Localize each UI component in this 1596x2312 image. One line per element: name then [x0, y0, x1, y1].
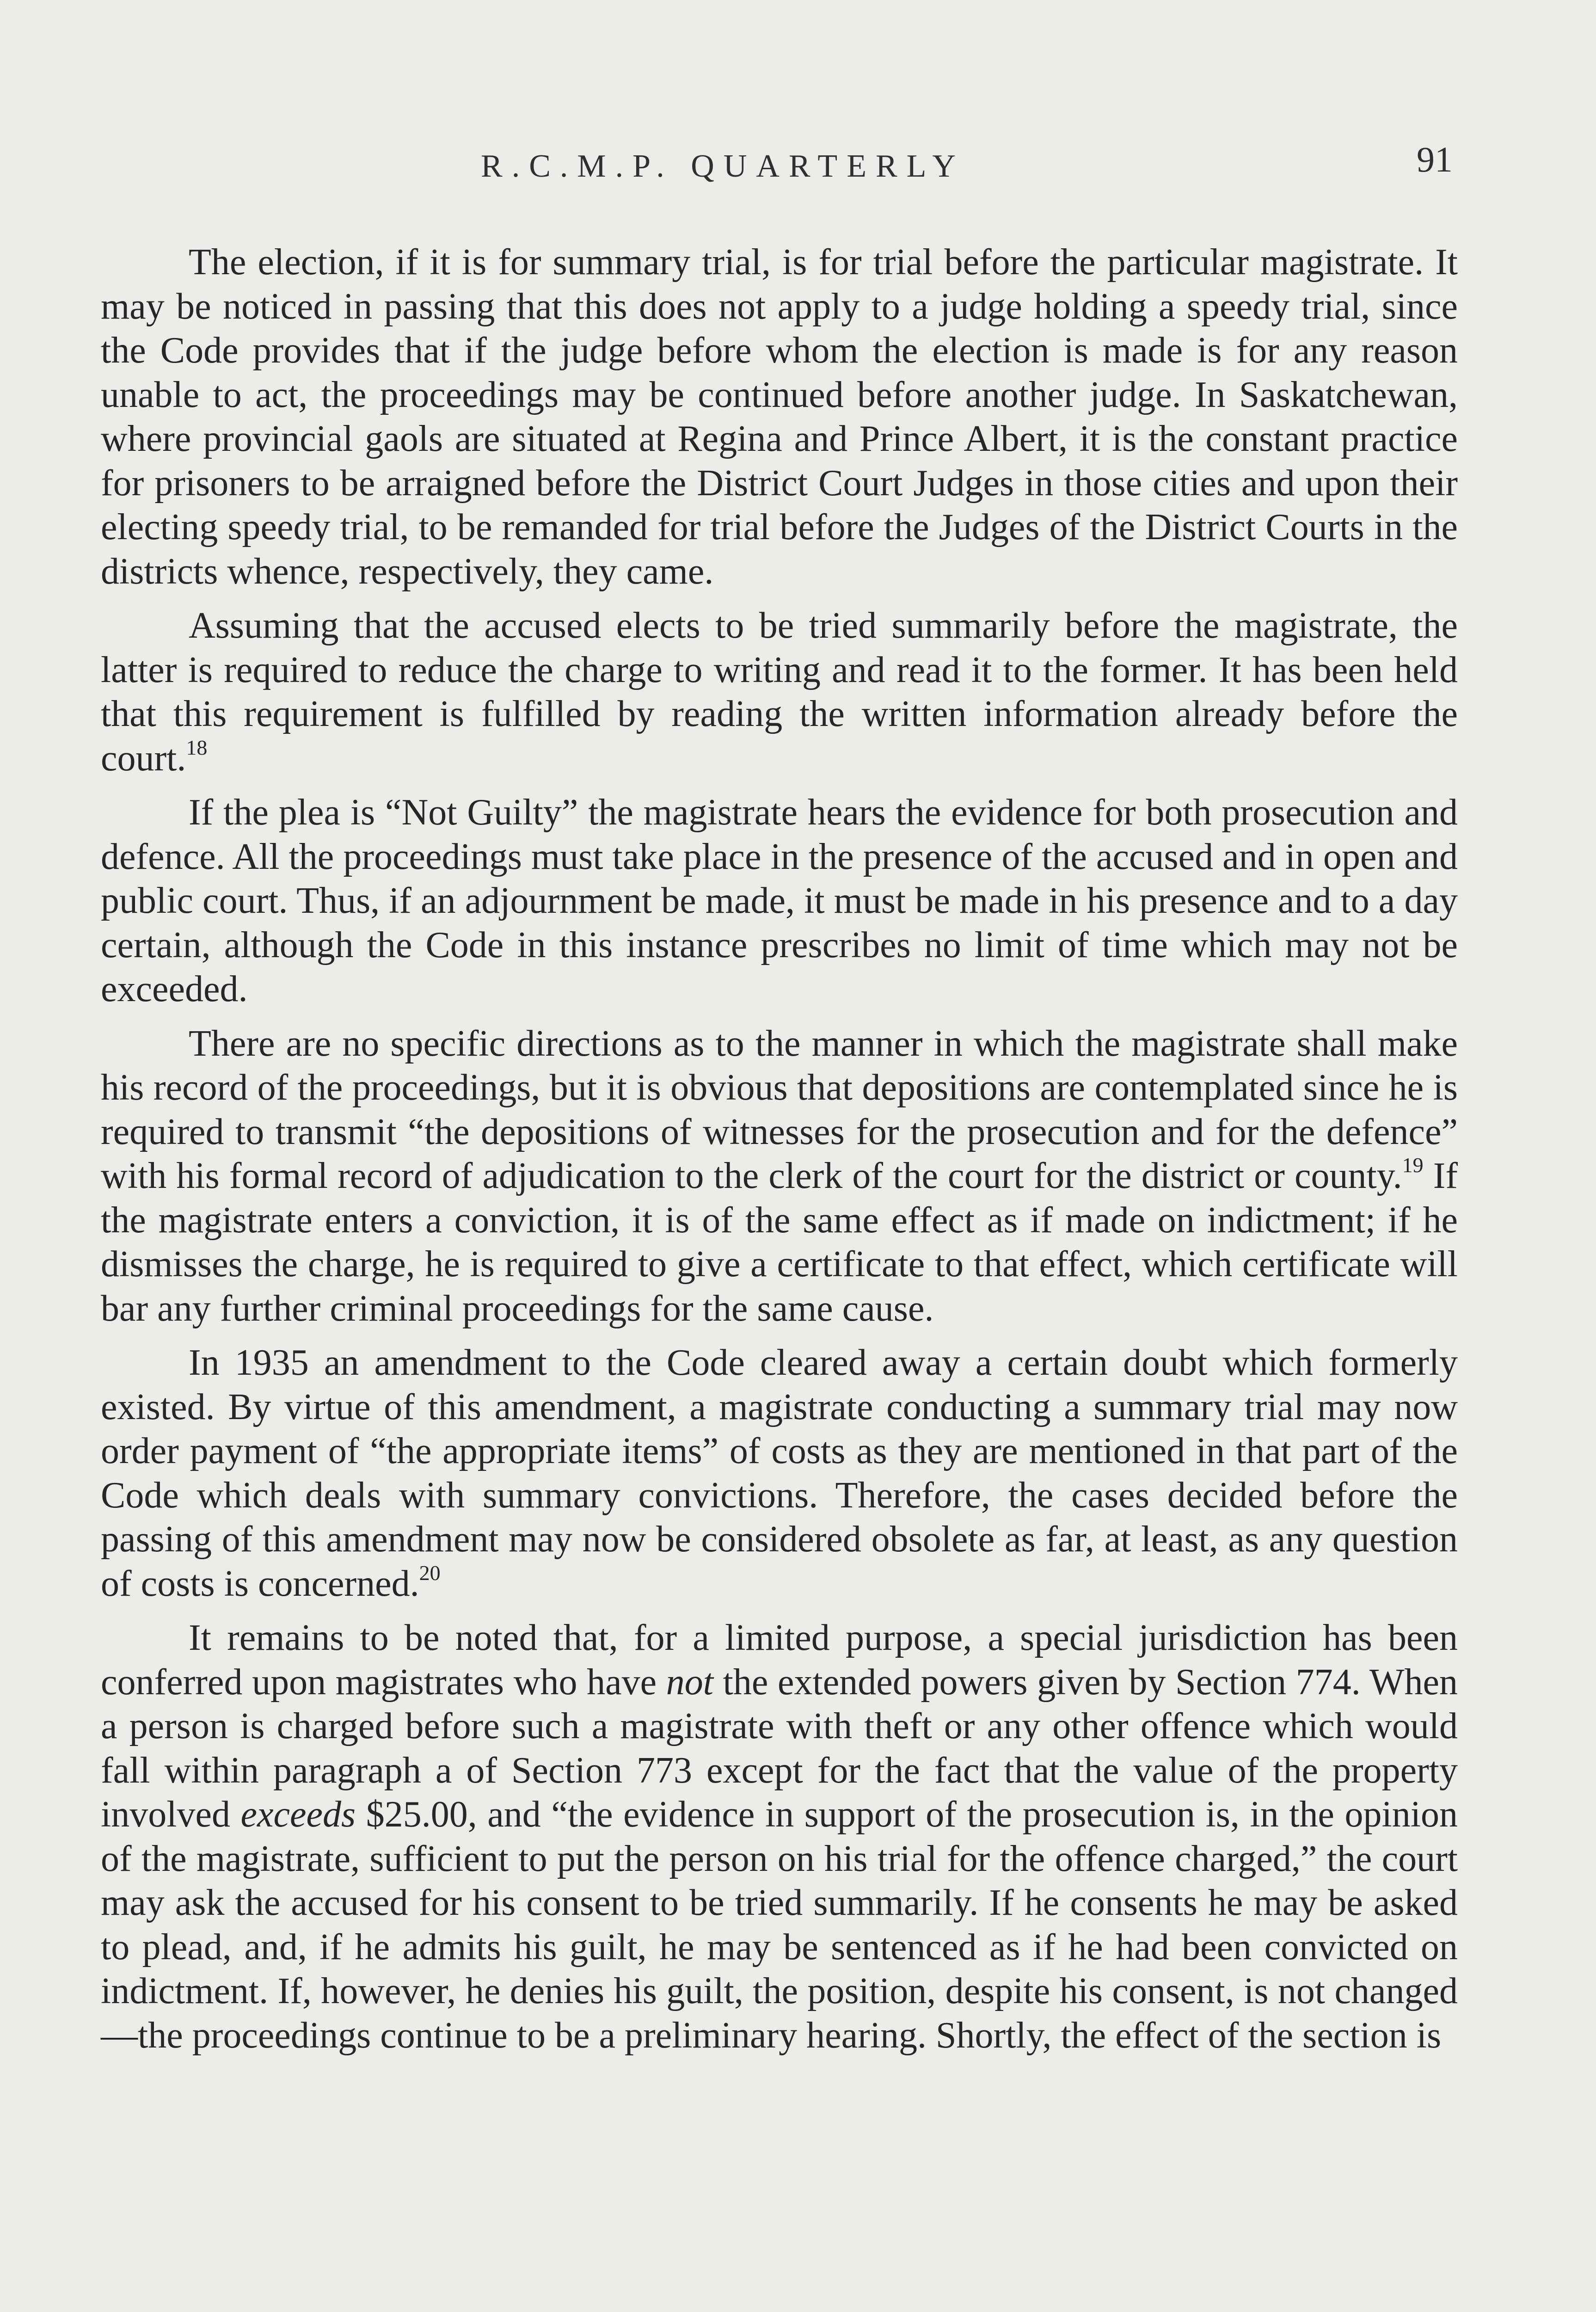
emphasis: exceeds	[240, 1794, 356, 1835]
paragraph-text: The election, if it is for summary trial, is for trial before the particular magistrate. It may be noticed in passing that this does not apply to a judge holding a speedy trial, since the Code provides that if the judge before whom the election is made is for any reason unable to act, the proceedings may be continued before another judge. In Saskatchewan, where provincial gaols are situated at Regina and Prince Albert, it is the constant practice for prisoners to be arraigned before the District Court Judges in those cities and upon their electing speedy trial, to be remanded for trial before the Judges of the District Courts in the districts whence, respectively, they came.	[101, 242, 1458, 592]
footnote-reference: 18	[186, 735, 208, 759]
footnote-reference: 19	[1402, 1153, 1424, 1177]
running-head	[0, 139, 1596, 194]
body-text	[101, 240, 1458, 2058]
paragraph	[101, 1341, 1458, 1606]
footnote-reference: 20	[419, 1561, 441, 1585]
emphasis: not	[666, 1661, 714, 1703]
paragraph-text: In 1935 an amendment to the Code cleared away a certain doubt which formerly existed. By virtue of this amendment, a magistrate conducting a summary trial may now order payment of “the appropriate items” of costs as they are mentioned in that part of the Code which deals with summary convictions. Therefore, the cases decided before the passing of this amendment may now be considered obsolete as far, at least, as any question of costs is concerned.	[101, 1342, 1458, 1604]
paragraph-text: If the plea is “Not Guilty” the magistrate hears the evidence for both prosecution and defence. All the proceedings must take place in the presence of the accused and in open and public court. Thus, if an adjournment be made, it must be made in his presence and to a day certain, although the Code in this instance prescribes no limit of time which may not be exceeded.	[101, 792, 1458, 1009]
paragraph	[101, 1022, 1458, 1331]
paragraph-text: It remains to be noted that, for a limited purpose, a special jurisdiction has been conferred upon magistrates who have	[101, 1617, 1458, 1703]
paragraph-text: There are no specific directions as to the manner in which the magistrate shall make his record of the proceedings, but it is obvious that depositions are contemplated since he is required to transmit “the depositions of witnesses for the prosecution and for the defence” with his formal record of adjudication to the clerk of the court for the district or county.	[101, 1023, 1458, 1196]
paragraph-text: Assuming that the accused elects to be tried summarily before the magistrate, the latter is required to reduce the charge to writing and read it to the former. It has been held that this requirement is fulfilled by reading the written information already before the court.	[101, 605, 1458, 779]
journal-title: R.C.M.P. QUARTERLY	[481, 148, 965, 184]
paragraph-text: $25.00, and “the evidence in support of the prosecution is, in the opinion of the magistrate, sufficient to put the person on his trial for the offence charged,” the court may ask the accused for his consent to be tried summarily. If he consents he may be asked to plead, and, if he admits his guilt, he may be sentenced as if he had been convicted on indictment. If, however, he denies his guilt, the position, despite his consent, is not changed—the proceedings continue to be a preliminary hearing. Shortly, the effect of the section is	[101, 1794, 1458, 2056]
paragraph-text: If the magistrate enters a conviction, it is of the same effect as if made on indictment; if he dismisses the charge, he is required to give a certificate to that effect, which certificate will bar any further criminal proceedings for the same cause.	[101, 1156, 1458, 1329]
paragraph	[101, 1616, 1458, 2058]
paragraph	[101, 791, 1458, 1012]
page-number: 91	[1417, 139, 1453, 179]
paragraph	[101, 240, 1458, 594]
paragraph-text: the extended powers given by Section 774. When a person is charged before such a magistrate with theft or any other offence which would fall within paragraph a of Section 773 except for the fact that the value of the property involved	[101, 1661, 1458, 1835]
paragraph	[101, 604, 1458, 781]
